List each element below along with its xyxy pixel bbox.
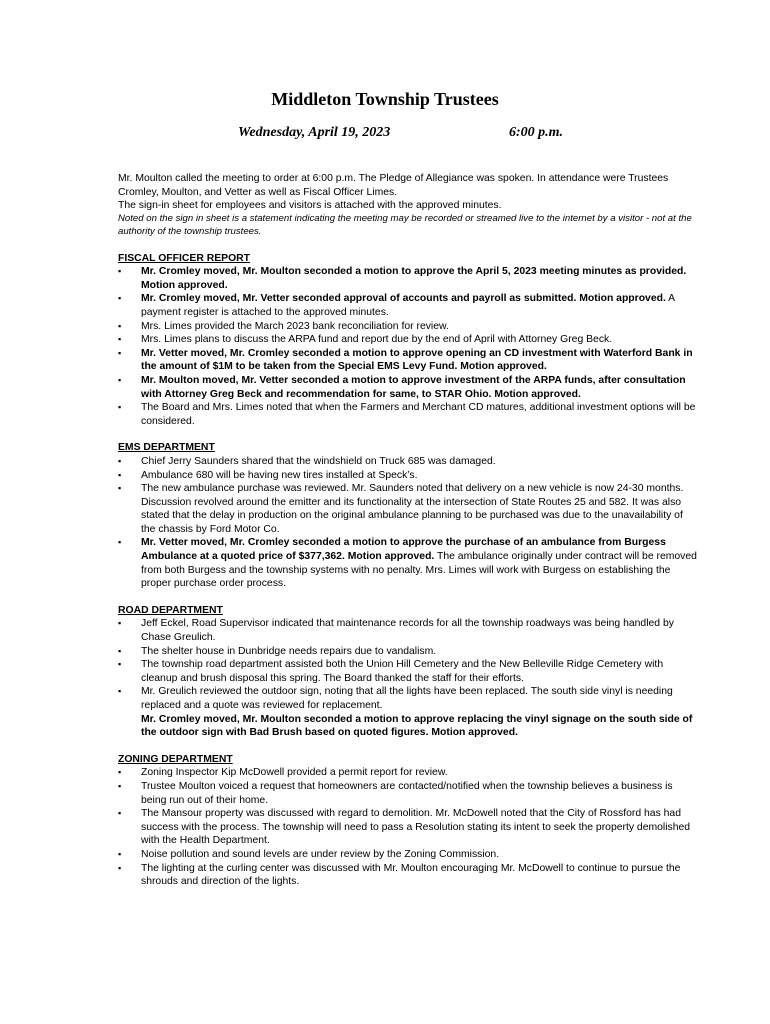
zoning-section: [118, 753, 698, 889]
item-text: Chief Jerry Saunders shared that the windshield on Truck 685 was damaged.: [141, 455, 496, 467]
bullet-icon: ▪: [118, 848, 122, 859]
road-section: [118, 604, 698, 740]
minutes-body: [118, 172, 698, 889]
motion-text: Mr. Cromley moved, Mr. Vetter seconded approval of accounts and payroll as submitted. Motion approved.: [141, 293, 666, 305]
bullet-icon: ▪: [118, 645, 122, 656]
list-item: [118, 780, 698, 807]
item-text: The shelter house in Dunbridge needs repairs due to vandalism.: [141, 645, 437, 657]
list-item: [118, 807, 698, 848]
bullet-icon: ▪: [118, 266, 122, 277]
road-list: [118, 617, 698, 712]
fiscal-section: [118, 252, 698, 429]
list-item: [118, 320, 698, 334]
intro-signin-line: The sign-in sheet for employees and visitors is attached with the approved minutes.: [118, 200, 502, 212]
item-text: Ambulance 680 will be having new tires installed at Speck’s.: [141, 469, 418, 481]
list-item: [118, 265, 698, 292]
meeting-time: 6:00 p.m.: [509, 125, 564, 140]
bullet-icon: ▪: [118, 374, 122, 385]
bullet-icon: ▪: [118, 618, 122, 629]
list-item: [118, 469, 698, 483]
motion-text: Mr. Moulton moved, Mr. Vetter seconded a motion to approve investment of the ARPA funds, after consultation with Attorney Greg Beck and recommendation for same, to STAR Ohio. Motion approved.: [141, 374, 686, 400]
item-text: Mrs. Limes provided the March 2023 bank reconciliation for review.: [141, 320, 449, 332]
item-text: Mrs. Limes plans to discuss the ARPA fund and report due by the end of April with Attorney Greg Beck.: [141, 334, 613, 346]
bullet-icon: ▪: [118, 455, 122, 466]
list-item: [118, 333, 698, 347]
bullet-icon: ▪: [118, 320, 122, 331]
motion-text: Mr. Vetter moved, Mr. Cromley seconded a motion to approve the purchase of an ambulance from Burgess Ambulance at a quoted price of $377,362. Motion approved.: [141, 537, 666, 563]
bullet-icon: ▪: [118, 347, 122, 358]
bullet-icon: ▪: [118, 767, 122, 778]
list-item: [118, 766, 698, 780]
bullet-icon: ▪: [118, 483, 122, 494]
list-item: [118, 645, 698, 659]
bullet-icon: ▪: [118, 537, 122, 548]
meeting-date: Wednesday, April 19, 2023: [238, 125, 391, 140]
item-text: Noise pollution and sound levels are under review by the Zoning Commission.: [141, 848, 500, 860]
ems-section: [118, 441, 698, 591]
list-item: [118, 658, 698, 685]
road-heading: ROAD DEPARTMENT: [118, 604, 223, 616]
item-text: Jeff Eckel, Road Supervisor indicated that maintenance records for all the township roadways was being handled by Chase Greulich.: [141, 618, 674, 644]
zoning-heading: ZONING DEPARTMENT: [118, 753, 233, 765]
fiscal-heading: FISCAL OFFICER REPORT: [118, 252, 251, 264]
intro-paragraph: Mr. Moulton called the meeting to order at 6:00 p.m. The Pledge of Allegiance was spoken. In attendance were Trustees Cromley, Moulton, and Vetter as well as Fiscal Officer Limes.: [118, 173, 669, 198]
bullet-icon: ▪: [118, 293, 122, 304]
item-text: A payment register is attached to the approved minutes.: [141, 293, 675, 318]
motion-text: Mr. Cromley moved, Mr. Moulton seconded a motion to approve the April 5, 2023 meeting minutes as provided. Motion approved.: [141, 266, 687, 291]
list-item: [118, 617, 698, 644]
list-item: [118, 455, 698, 469]
bullet-icon: ▪: [118, 686, 122, 697]
list-item: [118, 347, 698, 374]
item-text: The ambulance originally under contract will be removed from both Burgess and the township systems with no penalty. Mrs. Limes will work with Burgess on establishing the proper purchase order process.: [141, 551, 697, 590]
bullet-icon: ▪: [118, 334, 122, 345]
bullet-icon: ▪: [118, 808, 122, 819]
list-item: [118, 374, 698, 401]
list-item: [118, 482, 698, 536]
ems-heading: EMS DEPARTMENT: [118, 442, 215, 454]
bullet-icon: ▪: [118, 780, 122, 791]
item-text: The township road department assisted both the Union Hill Cemetery and the New Belleville Ridge Cemetery with cleanup and brush disposal this spring. The Board thanked the staff for their efforts.: [141, 659, 664, 684]
list-item: [118, 848, 698, 862]
list-item: [118, 536, 698, 590]
list-item: [118, 685, 698, 712]
fiscal-list: [118, 265, 698, 428]
list-item: [118, 862, 698, 889]
item-text: Zoning Inspector Kip McDowell provided a permit report for review.: [141, 767, 448, 779]
item-text: The Mansour property was discussed with regard to demolition. Mr. McDowell noted that the City of Rossford has had success with the process. The township will need to pass a Resolution stating its intent to seek the property demolished with the Health Department.: [141, 808, 691, 847]
motion-text: Mr. Vetter moved, Mr. Cromley seconded a motion to approve opening an CD investment with Waterford Bank in the amount of $1M to be taken from the Special EMS Levy Fund. Motion approved.: [141, 347, 693, 373]
list-item: [118, 292, 698, 319]
bullet-icon: ▪: [118, 402, 122, 413]
item-text: The lighting at the curling center was discussed with Mr. Moulton encouraging Mr. McDowell to continue to pursue the shrouds and direction of the lights.: [141, 862, 681, 888]
road-motion: Mr. Cromley moved, Mr. Moulton seconded a motion to approve replacing the vinyl signage on the south side of the outdoor sign with Bad Brush based on quoted figures. Motion approved.: [141, 713, 693, 739]
document-title: Middleton Township Trustees: [271, 89, 499, 109]
bullet-icon: ▪: [118, 469, 122, 480]
bullet-icon: ▪: [118, 659, 122, 670]
recording-note: Noted on the sign in sheet is a statement indicating the meeting may be recorded or streamed live to the internet by a visitor - not at the authority of the township trustees.: [118, 212, 692, 237]
item-text: Trustee Moulton voiced a request that homeowners are contacted/notified when the township believes a business is being run out of their home.: [141, 780, 673, 806]
ems-list: [118, 455, 698, 591]
item-text: The new ambulance purchase was reviewed. Mr. Saunders noted that delivery on a new vehicle is now 24-30 months. Discussion revolved around the emitter and its functionality at the intersection of State Routes 25 and 582. It was also stated that the delay in production on the original ambulance planning to be purchased was due to the unavailability of the chassis by Ford Motor Co.: [141, 483, 684, 535]
bullet-icon: ▪: [118, 862, 122, 873]
list-item: [118, 401, 698, 428]
zoning-list: [118, 766, 698, 888]
item-text: The Board and Mrs. Limes noted that when the Farmers and Merchant CD matures, additional investment options will be considered.: [141, 402, 696, 427]
item-text: Mr. Greulich reviewed the outdoor sign, noting that all the lights have been replaced. The south side vinyl is needing replaced and a quote was reviewed for replacement.: [141, 686, 673, 711]
